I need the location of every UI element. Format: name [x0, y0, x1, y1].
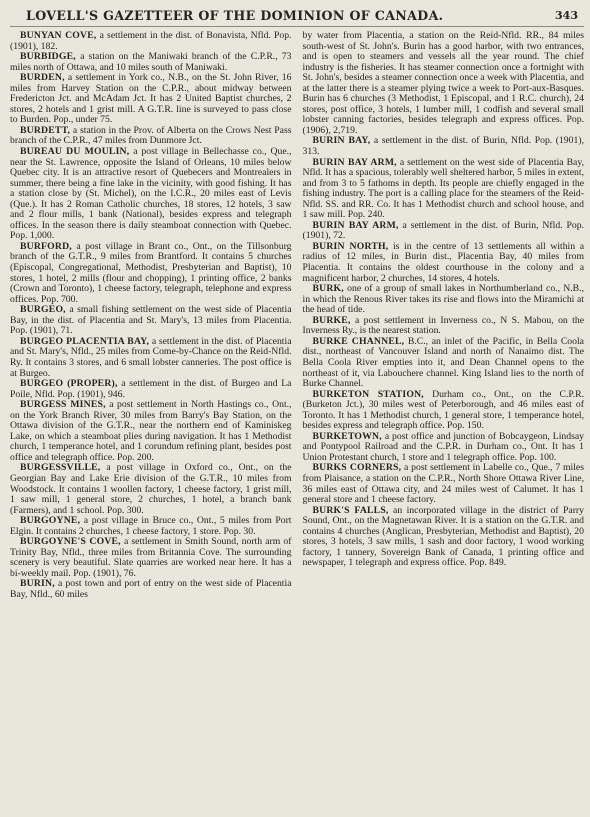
left-column	[10, 31, 292, 601]
entry-text: a small fishing settlement on the west side of Placentia Bay, in the dist. of Placentia and St. Mary's, 13 miles from Placentia. Pop. (1901), 71.	[10, 304, 292, 337]
gazetteer-entry	[303, 158, 585, 221]
gazetteer-entry	[303, 463, 585, 505]
gazetteer-entry	[10, 242, 292, 305]
gazetteer-entry	[10, 73, 292, 126]
page-title: LOVELL'S GAZETTEER OF THE DOMINION OF CANADA.	[26, 8, 444, 23]
gazetteer-entry	[10, 305, 292, 337]
entry-text: a post office and junction of Bobcaygeon, Lindsay and Pontypool Railroad and the C.P.R. in Durham co., Ont. It has 1 Union Protestant church, 1 store and 1 telegraph office. Pop. 100.	[302, 430, 584, 463]
entry-heading: BURIN BAY ARM,	[312, 156, 397, 168]
gazetteer-entry	[10, 579, 292, 600]
gazetteer-entry	[303, 136, 585, 157]
entry-heading: BUNYAN COVE,	[20, 30, 97, 41]
page-header	[10, 6, 584, 27]
entry-heading: BURGEO (PROPER),	[20, 378, 118, 390]
entry-heading: BURFORD,	[20, 240, 72, 252]
entry-heading: BURGESS MINES,	[20, 399, 106, 411]
gazetteer-entry	[10, 400, 292, 463]
gazetteer-entry	[303, 506, 585, 569]
gazetteer-entry	[10, 516, 292, 537]
entry-heading: BURK,	[312, 283, 344, 295]
entry-heading: BURK'S FALLS,	[312, 504, 389, 516]
gazetteer-entry	[303, 432, 585, 464]
gazetteer-entry	[10, 337, 292, 379]
gazetteer-entry	[303, 390, 585, 432]
entry-text: Durham co., Ont., on the C.P.R. (Burketon Jct.), 30 miles west of Peterborough, and 46 miles east of Toronto. It has 1 Methodist church, 1 general store, 1 temperance hotel, besides express and telegraph office. Pop. 150.	[302, 388, 584, 432]
entry-heading: BUREAU DU MOULIN,	[20, 146, 130, 158]
entry-heading: BURDEN,	[20, 72, 65, 84]
entry-heading: BURGOYNE'S COVE,	[20, 536, 121, 548]
gazetteer-entry	[303, 242, 585, 284]
entry-heading: BURGEO PLACENTIA BAY,	[20, 335, 150, 347]
gazetteer-entry	[10, 537, 292, 579]
entry-heading: BURIN BAY ARM,	[312, 219, 399, 231]
entry-text: a post village in Oxford co., Ont., on the Georgian Bay and Lake Erie division of the G.T.R., 10 miles from Woodstock. It contains 1 woollen factory, 1 cheese factory, 1 grist mill, 1 saw mill, 1 general store, 2 churches, 1 hotel, a branch bank (Farmers), and 1 school. Pop. 300.	[10, 462, 292, 516]
gazetteer-entry	[10, 147, 292, 242]
entry-heading: BURGESSVILLE,	[20, 462, 101, 474]
entry-text: a station in the Prov. of Alberta on the Crows Nest Pass branch of the C.P.R., 47 miles from Dunmore Jct.	[10, 124, 292, 147]
gazetteer-entry	[10, 126, 292, 147]
right-column	[303, 31, 585, 601]
entry-text: a settlement in the dist. of Placentia and St. Mary's, Nfld., 25 miles from Come-by-Chance on the Reid-Nfld. Ry. It contains 3 stores, and 6 small lobster canneries. The post office is at Burgeo.	[10, 335, 292, 379]
entry-text: a post village in Bellechasse co., Que., near the St. Lawrence, opposite the Island of Orleans, 10 miles below Quebec city. It is an attractive resort of Quebecers and Montrealers in summer, there being a fine lake in the vicinity, with good fishing. It has a station close by (St. Michel), on the I.C.R., 20 miles east of Levis (Que.). It has 2 Roman Catholic churches, 18 stores, 12 hotels, 3 saw and 2 flour mills, 1 bank (National), besides express and telegraph offices. In the season there is daily steamboat connection with Quebec. Pop. 1,000.	[10, 146, 292, 242]
entry-heading: BURIN BAY,	[312, 135, 371, 147]
page-number: 343	[555, 9, 578, 22]
entry-text: is in the centre of 13 settlements all within a radius of 12 miles, in Burin dist., Placentia Bay, 40 miles from Placentia. It contains the oldest courthouse in the colony and a magnificent harbor, 2 churches, 14 stores, 4 hotels.	[302, 240, 584, 284]
entry-heading: BURGOYNE,	[20, 515, 81, 527]
entry-text: a post settlement in Labelle co., Que., 7 miles from Plaisance, a station on the C.P.R., North Shore Ottawa River Line, 36 miles east of Ottawa city, and 24 miles west of Calumet. It has 1 general store and 1 cheese factory.	[302, 462, 584, 506]
entry-heading: BURIN,	[20, 578, 55, 590]
entry-text: a settlement in the dist. of Burgeo and La Poile, Nfld. Pop. (1901), 946.	[10, 378, 292, 400]
entry-heading: BURKE CHANNEL,	[312, 335, 405, 347]
entry-heading: BURKETOWN,	[312, 430, 382, 442]
entry-heading: BURIN NORTH,	[312, 240, 389, 252]
gazetteer-entry	[303, 31, 585, 136]
entry-text: a station on the Maniwaki branch of the C.P.R., 73 miles north of Ottawa, and 10 miles south of Maniwaki.	[10, 51, 292, 73]
text-columns	[10, 31, 584, 601]
entry-text: a post village in Bruce co., Ont., 5 miles from Port Elgin. It contains 2 churches, 1 cheese factory, 1 store. Pop. 30.	[10, 515, 292, 537]
entry-text: a post town and port of entry on the west side of Placentia Bay, Nfld., 60 miles	[10, 578, 292, 600]
entry-heading: BURGEO,	[20, 304, 66, 316]
entry-heading: BURBIDGE,	[20, 51, 76, 63]
gazetteer-entry	[10, 463, 292, 516]
gazetteer-entry	[10, 379, 292, 400]
gazetteer-entry	[303, 316, 585, 337]
gazetteer-entry	[303, 284, 585, 316]
entry-text: B.C., an inlet of the Pacific, in Bella Coola dist., northeast of Vancouver Island and north of Nanaimo dist. The Bella Coola River empties into it, and Dean Channel opens to the northeast of it, via Labouchere channel. King Island lies to the north of Burke Channel.	[302, 335, 584, 390]
entry-text: one of a group of small lakes in Northumberland co., N.B., in which the Renous River takes its rise and flows into the Miramichi at the head of tide.	[302, 283, 584, 316]
entry-text: by water from Placentia, a station on the Reid-Nfld. RR., 84 miles south-west of St. John's. Burin has a good harbor, with two entrances, and is open to steamers and vessels all the year round. The chief industry is the fisheries. It has steamer connection once a fortnight with St. John's, besides a steamer connection once a week with Placentia, and at the latter there is a steamer plying twice a week to Port-aux-Basques. Burin has 6 churches (3 Methodist, 1 Episcopal, and 1 R.C. church), 24 stores, post office, 3 hotels, 1 lumber mill, 1 codfish and several small lobster canning factories, besides telegraph and express offices. Pop. (1906), 2,719.	[302, 30, 584, 136]
entry-text: a settlement in the dist. of Burin, Nfld. Pop. (1901), 72.	[302, 219, 585, 242]
entry-heading: BURKETON STATION,	[312, 388, 424, 400]
gazetteer-entry	[303, 337, 585, 390]
entry-text: a settlement in Smith Sound, north arm of Trinity Bay, Nfld., three miles from Britannia Cove. The surrounding scenery is very beautiful. Slate quarries are worked near here. It has a bi-weekly mail. Pop. (1901), 76.	[10, 536, 292, 579]
entry-text: a settlement in York co., N.B., on the St. John River, 16 miles from Harvey Station on the C.P.R., about midway between Fredericton Jct. and McAdam Jct. It has 2 United Baptist churches, 2 stores, 2 hotels and 1 grist mill. A G.T.R. line is surveyed to pass close to Burden. Pop., under 75.	[10, 72, 292, 126]
entry-text: an incorporated village in the district of Parry Sound, Ont., on the Magnetawan River. It is a station on the G.T.R. and contains 4 churches (Anglican, Presbyterian, Methodist and Baptist), 20 stores, 3 hotels, 3 saw mills, 1 sash and door factory, 1 wood working factory, 1 tannery, Sovereign Bank of Canada, 1 printing office and newspaper, 1 telegraph and express office. Pop. 849.	[302, 504, 584, 569]
entry-text: a post settlement in North Hastings co., Ont., on the York Branch River, 30 miles from Barry's Bay Station, on the Ottawa division of the G.T.R., near the northern end of Kaminiskeg Lake, on which a steamboat plies during navigation. It has 1 Methodist church, 1 temperance hotel, and 1 corundum refining plant, besides post office and telegraph office. Pop. 200.	[10, 399, 292, 463]
entry-text: a settlement in the dist. of Burin, Nfld. Pop. (1901), 313.	[302, 135, 584, 158]
gazetteer-entry	[10, 52, 292, 73]
entry-text: a post village in Brant co., Ont., on the Tillsonburg branch of the G.T.R., 9 miles from Brantford. It contains 5 churches (Episcopal, Congregational, Methodist, Presbyterian and Baptist), 10 stores, 1 hotel, 2 mills (flour and chopping), 1 printing office, 2 banks (Crown and Toronto), 1 cheese factory, telegraph, telephone and express offices. Pop. 700.	[10, 240, 292, 305]
entry-text: a settlement in the dist. of Bonavista, Nfld. Pop. (1901), 182.	[10, 30, 292, 52]
entry-heading: BURKS CORNERS,	[312, 462, 402, 474]
gazetteer-entry	[303, 221, 585, 242]
entry-heading: BURDETT,	[20, 124, 71, 136]
entry-text: a post settlement in Inverness co., N S. Mabou, on the Inverness Ry., is the nearest station.	[302, 314, 584, 337]
entry-text: a settlement on the west side of Placentia Bay, Nfld. It has a spacious, tolerably well sheltered harbor, 5 miles in extent, and from 3 to 5 fathoms in depth. Its people are chiefly engaged in the fishing industry. The port is a calling place for the steamers of the Reid-Nfld. SS. and RR. Co. It has 1 Methodist church and school house, and 1 saw mill. Pop. 240.	[302, 156, 584, 221]
gazetteer-entry	[10, 31, 292, 52]
entry-heading: BURKE,	[312, 314, 351, 326]
